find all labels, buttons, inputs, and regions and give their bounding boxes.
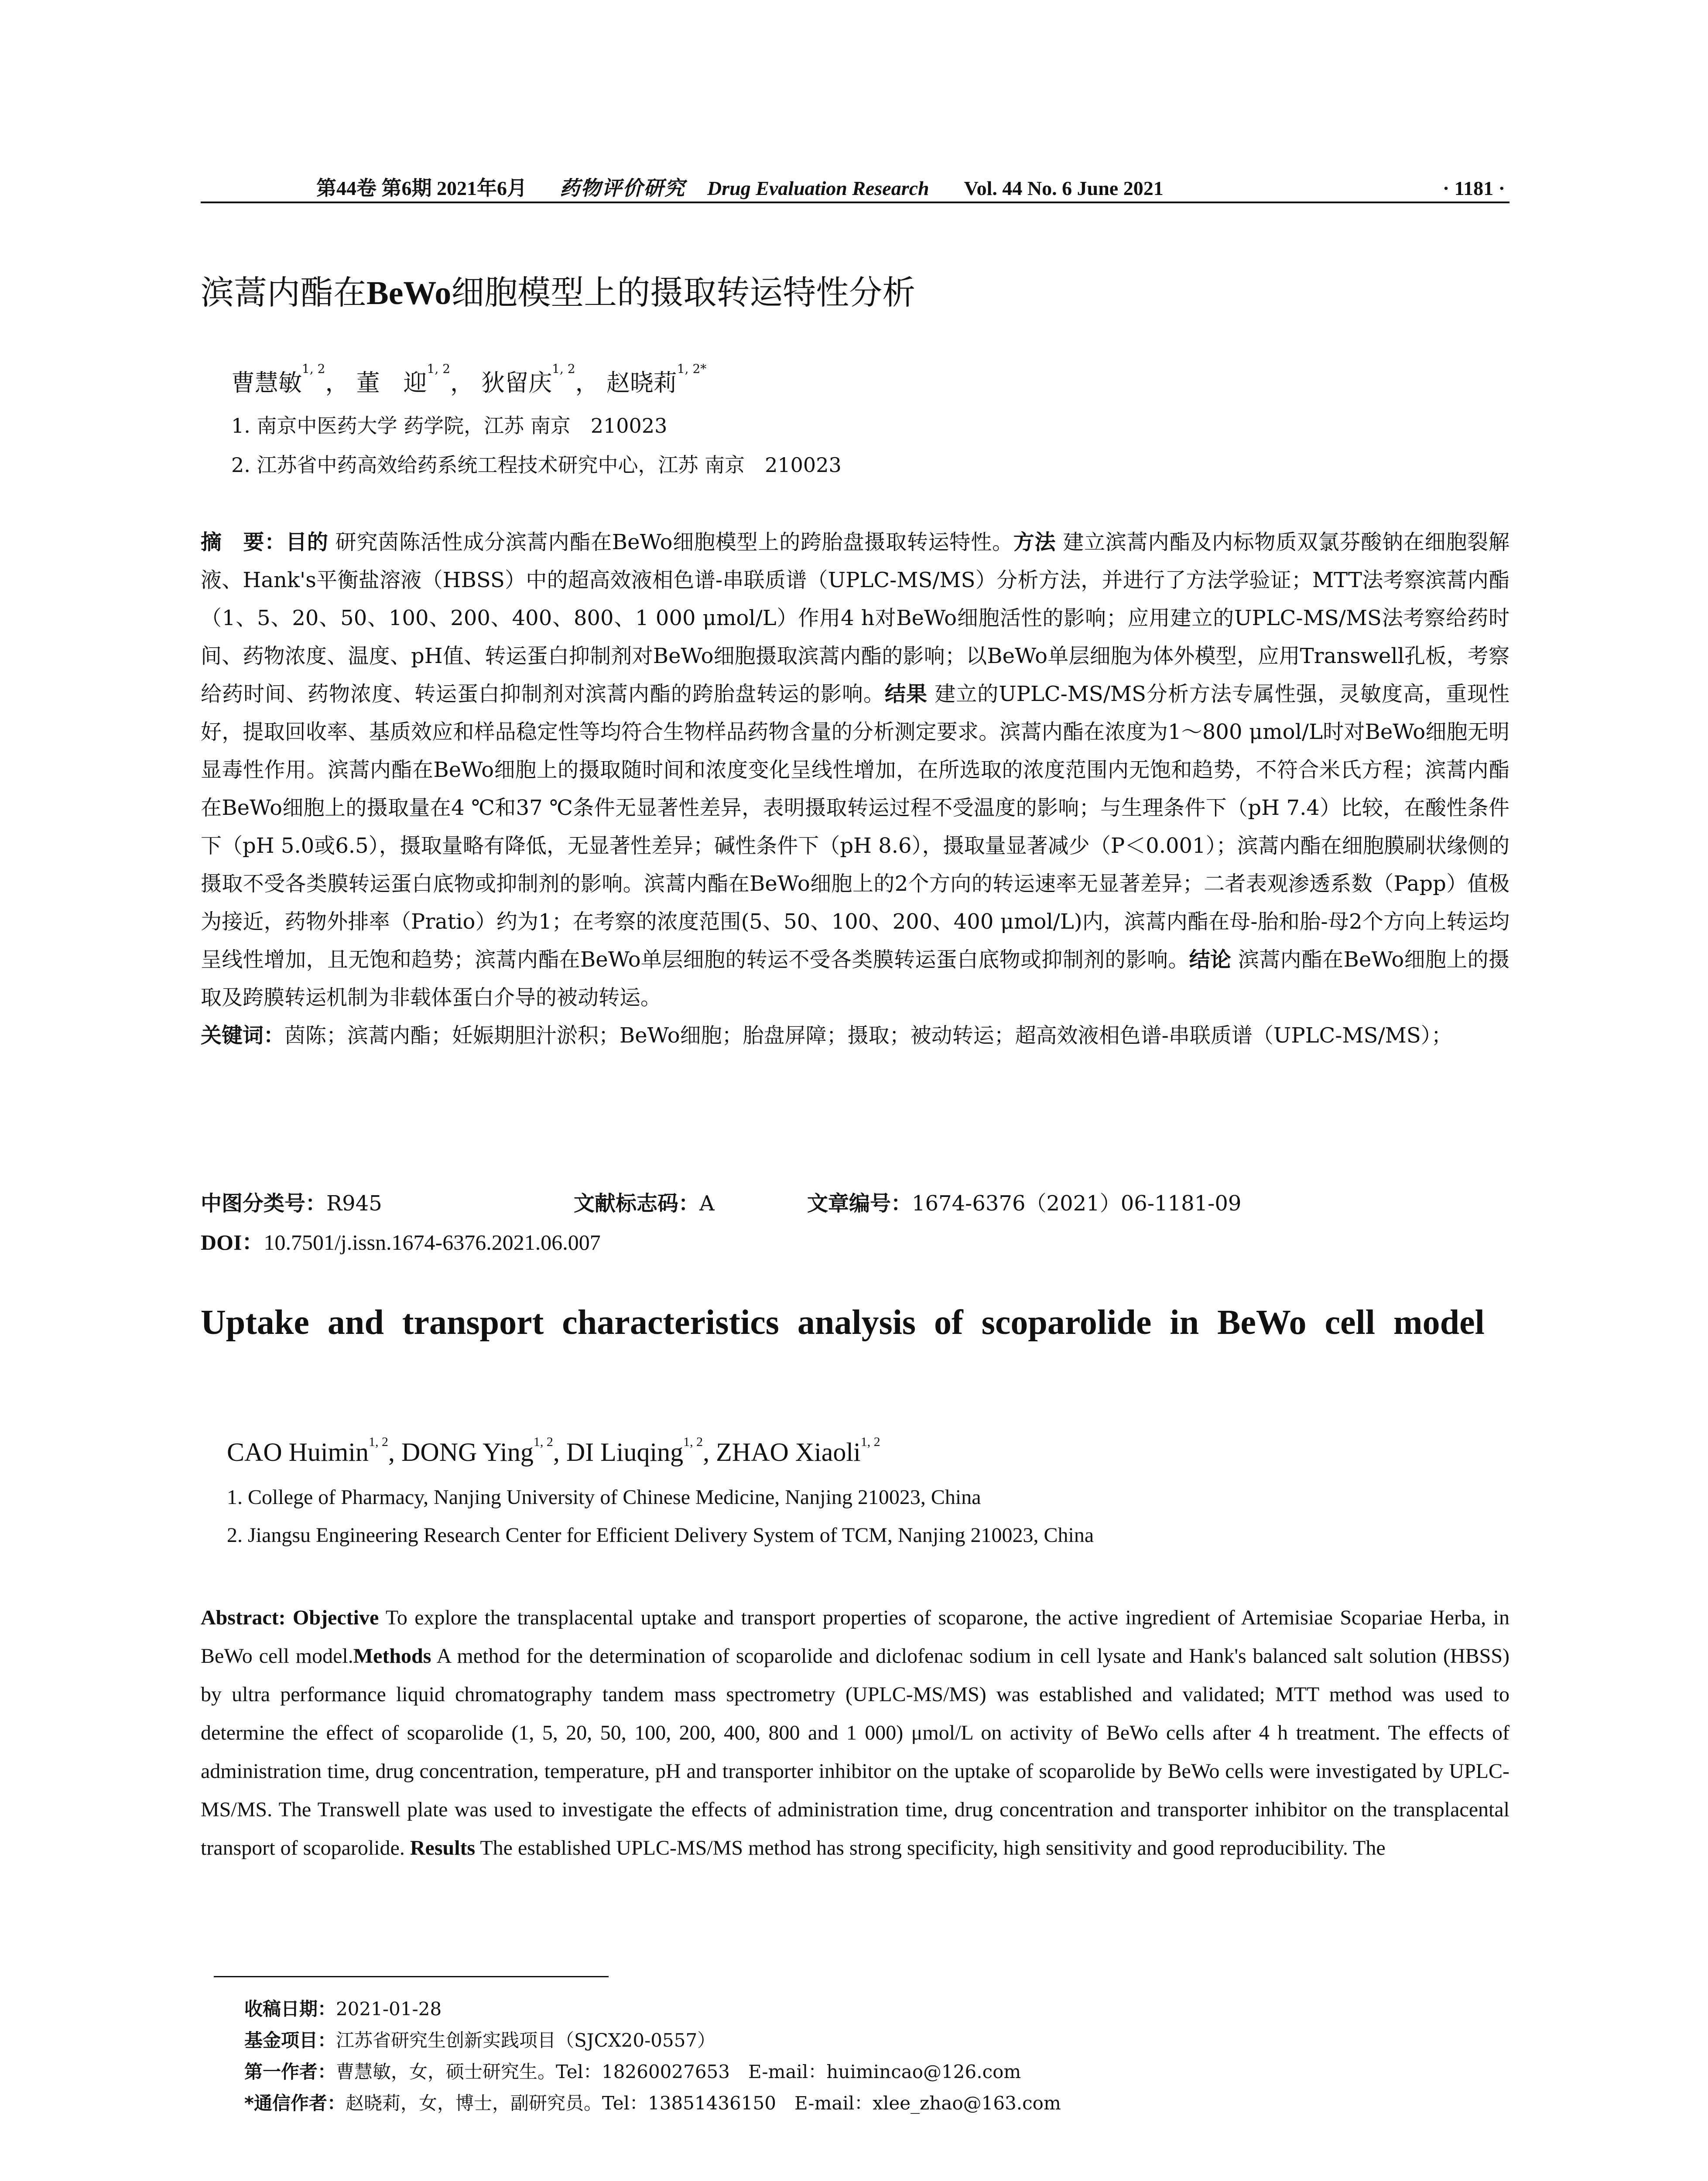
section-label: 方法 xyxy=(1013,530,1056,554)
doc-label: 文献标志码： xyxy=(574,1191,700,1216)
footnotes xyxy=(244,1993,1061,2119)
section-text: 建立的UPLC-MS/MS分析方法专属性强，灵敏度高，重现性好，提取回收率、基质效应和样品稳定性等均符合生物样品药物含量的分析测定要求。滨蒿内酯在浓度为1～800 μmol/L时对BeWo细胞无明显毒性作用。滨蒿内酯在BeWo细胞上的摄取随时间和浓度变化呈线性增加，在所选取的浓度范围内无饱和趋势，不符合米氏方程；滨蒿内酯在BeWo细胞上的摄取量在4 ℃和37 ℃条件无显著性差异，表明摄取转运过程不受温度的影响；与生理条件下（pH 7.4）比较，在酸性条件下（pH 5.0或6.5），摄取量略有降低，无显著性差异；碱性条件下（pH 8.6），摄取量显著减少（P＜0.001）；滨蒿内酯在细胞膜刷状缘侧的摄取不受各类膜转运蛋白底物或抑制剂的影响。滨蒿内酯在BeWo细胞上的2个方向的转运速率无显著差异；二者表观渗透系数（Papp）值极为接近，药物外排率（Pratio）约为1；在考察的浓度范围(5、50、100、200、400 μmol/L)内，滨蒿内酯在母-胎和胎-母2个方向上转运均呈线性增加，且无饱和趋势；滨蒿内酯在BeWo单层细胞的转运不受各类膜转运蛋白底物或抑制剂的影响。 xyxy=(201,682,1509,972)
author-name: DONG Ying xyxy=(401,1438,534,1467)
title-cn-part: 细胞模型上的摄取转运特性分析 xyxy=(451,273,916,312)
footnote-text: 曹慧敏，女，硕士研究生。Tel：18260027653 E-mail：huimincao@126.com xyxy=(336,2061,1021,2082)
author-affiliation: 1, 2 xyxy=(683,1435,703,1449)
affiliation-cn-1: 1. 南京中医药大学 药学院，江苏 南京 210023 xyxy=(231,414,667,438)
author-separator: , xyxy=(703,1438,716,1467)
title-cn xyxy=(201,266,1509,314)
author-affiliation: 1, 2* xyxy=(677,362,707,376)
page-number: · 1181 · xyxy=(1442,177,1505,199)
doi xyxy=(201,1225,601,1256)
author-name: 狄留庆 xyxy=(481,369,552,397)
affiliation-en-2: 2. Jiangsu Engineering Research Center for Efficient Delivery System of TCM, Nanjing 210023, China xyxy=(227,1524,1094,1547)
keywords-cn-label: 关键词： xyxy=(201,1023,285,1048)
clc-number xyxy=(201,1186,382,1217)
author-affiliation: 1, 2 xyxy=(533,1435,553,1449)
clc-value: R945 xyxy=(326,1191,382,1216)
section-text: A method for the determination of scoparolide and diclofenac sodium in cell lysate and Hank's balanced salt solution (HBSS) by ultra performance liquid chromatography tandem mass spectrometry (UPLC-MS/MS) was established and validated; MTT method was used to determine the effect of scoparolide (1, 5, 20, 50, 100, 200, 400, 800 and 1 000) μmol/L on activity of BeWo cells after 4 h treatment. The effects of administration time, drug concentration, temperature, pH and transporter inhibitor on the uptake of scoparolide by BeWo cells were investigated by UPLC-MS/MS. The Transwell plate was used to investigate the effects of administration time, drug concentration and transporter inhibitor on the transplacental transport of scoparolide. xyxy=(201,1644,1509,1860)
abstract-en-label: Abstract: xyxy=(201,1606,286,1629)
author-separator: ， xyxy=(450,369,474,397)
abstract-en xyxy=(201,1599,1509,1867)
author-affiliation: 1, 2 xyxy=(427,362,451,376)
author-name: DI Liuqing xyxy=(566,1438,684,1467)
section-text: The established UPLC-MS/MS method has strong specificity, high sensitivity and good reproducibility. The xyxy=(480,1836,1386,1860)
footnote-funding xyxy=(244,2025,1061,2056)
title-en: Uptake and transport characteristics analysis of scoparolide in BeWo cell model xyxy=(201,1303,1485,1342)
clc-label: 中图分类号： xyxy=(201,1191,327,1216)
author-separator: ， xyxy=(575,369,599,397)
authors-cn xyxy=(231,364,706,398)
header-rule xyxy=(201,202,1509,203)
footnote-label: 基金项目： xyxy=(244,2030,336,2051)
art-value: 1674-6376（2021）06-1181-09 xyxy=(912,1191,1242,1216)
doi-label: DOI： xyxy=(201,1230,264,1255)
author-separator: ， xyxy=(325,369,349,397)
section-label: Methods xyxy=(353,1644,431,1668)
author-separator: , xyxy=(553,1438,566,1467)
title-cn-latin: BeWo xyxy=(366,275,452,311)
footnote-corresponding-author xyxy=(244,2088,1061,2119)
doc-value: A xyxy=(699,1191,715,1216)
section-text: 滨蒿内酯在BeWo细胞上的摄取及跨膜转运机制为非载体蛋白介导的被动转运。 xyxy=(201,947,1509,1010)
footnote-rule xyxy=(214,1976,609,1977)
author-affiliation: 1, 2 xyxy=(369,1435,389,1449)
section-text: To explore the transplacental uptake and transport properties of scoparone, the active ingredient of Artemisiae Scopariae Herba, in BeWo cell model. xyxy=(201,1606,1510,1668)
footnote-text: 江苏省研究生创新实践项目（SJCX20-0557） xyxy=(336,2030,716,2051)
affiliation-en-1: 1. College of Pharmacy, Nanjing University of Chinese Medicine, Nanjing 210023, China xyxy=(227,1486,981,1509)
issue-info-en: Vol. 44 No. 6 June 2021 xyxy=(964,177,1164,199)
footnote-text: 赵晓莉，女，博士，副研究员。Tel：13851436150 E-mail：xlee_zhao@163.com xyxy=(345,2092,1061,2114)
author-affiliation: 1, 2 xyxy=(552,362,575,376)
keywords-cn: 茵陈；滨蒿内酯；妊娠期胆汁淤积；BeWo细胞；胎盘屏障；摄取；被动转运；超高效液相色谱-串联质谱（UPLC-MS/MS）； xyxy=(284,1023,1452,1048)
journal-name-en: Drug Evaluation Research xyxy=(707,177,929,199)
abstract-cn xyxy=(201,523,1509,1055)
author-separator: , xyxy=(388,1438,402,1467)
author-affiliation: 1, 2 xyxy=(860,1435,880,1449)
abstract-cn-label: 摘 要： xyxy=(201,530,286,554)
section-text: 研究茵陈活性成分滨蒿内酯在BeWo细胞模型上的跨胎盘摄取转运特性。 xyxy=(335,530,1013,554)
author-name: ZHAO Xiaoli xyxy=(716,1438,861,1467)
section-label: 结论 xyxy=(1189,947,1232,972)
author-affiliation: 1, 2 xyxy=(302,362,325,376)
doi-value: 10.7501/j.issn.1674-6376.2021.06.007 xyxy=(264,1230,601,1255)
issue-info-cn: 第44卷 第6期 2021年6月 xyxy=(316,177,527,199)
footnote-first-author xyxy=(244,2056,1061,2088)
title-cn-part: 滨蒿内酯在 xyxy=(201,273,366,312)
footnote-label: *通信作者： xyxy=(244,2092,346,2114)
section-text: 建立滨蒿内酯及内标物质双氯芬酸钠在细胞裂解液、Hank's平衡盐溶液（HBSS）中的超高效液相色谱-串联质谱（UPLC-MS/MS）分析方法，并进行了方法学验证；MTT法考察滨蒿内酯（1、5、20、50、100、200、400、800、1 000 μmol/L）作用4 h对BeWo细胞活性的影响；应用建立的UPLC-MS/MS法考察给药时间、药物浓度、温度、pH值、转运蛋白抑制剂对BeWo细胞摄取滨蒿内酯的影响；以BeWo单层细胞为体外模型，应用Transwell孔板，考察给药时间、药物浓度、转运蛋白抑制剂对滨蒿内酯的跨胎盘转运的影响。 xyxy=(201,530,1509,706)
author-name: 曹慧敏 xyxy=(231,369,302,397)
author-name: 董 迎 xyxy=(356,369,427,397)
footnote-received xyxy=(244,1993,1061,2025)
footnote-label: 第一作者： xyxy=(244,2061,336,2082)
art-label: 文章编号： xyxy=(807,1191,912,1216)
section-label: 结果 xyxy=(884,682,928,706)
article-number xyxy=(807,1186,1241,1217)
running-header xyxy=(201,172,1509,201)
section-label: Objective xyxy=(293,1606,379,1629)
section-label: Results xyxy=(410,1836,476,1860)
footnote-label: 收稿日期： xyxy=(244,1998,336,2020)
section-label: 目的 xyxy=(286,530,329,554)
footnote-text: 2021-01-28 xyxy=(336,1998,442,2020)
journal-name-cn: 药物评价研究 xyxy=(560,177,685,199)
author-name: CAO Huimin xyxy=(227,1438,369,1467)
author-name: 赵晓莉 xyxy=(606,369,677,397)
document-code xyxy=(574,1186,715,1217)
affiliation-cn-2: 2. 江苏省中药高效给药系统工程技术研究中心，江苏 南京 210023 xyxy=(231,453,842,477)
authors-en xyxy=(227,1437,880,1467)
